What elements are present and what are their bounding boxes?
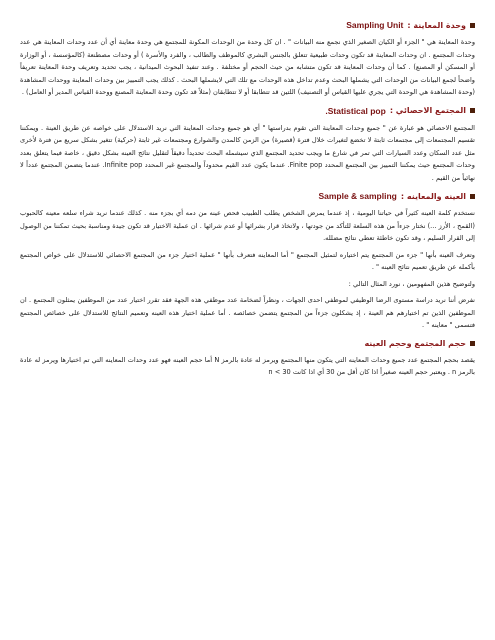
heading-english: Statistical pop. <box>325 105 386 116</box>
square-bullet-icon <box>470 23 475 28</box>
heading-english: Sample & sampling <box>318 191 397 201</box>
paragraph: وحدة المعاينة هي " الجزء أو الكيان الصغير الذي نجمع منه البيانات " . ان كل وحدة من الوحدات المكونة للمجتمع هي وحدة معاينة أي أن عدد وحدات المعاينة هي عدد وحدات المجتمع . ان وحدات المعاينة قد تكون وحدات طبيعية تتعلق بالجنس البشري كالموظف والطالب ، والفرد والأسرة ) أو وحدات مصطنعة (كالمؤسسة ، أو الوزارة أو المسكن أو المصنع) . كما أن وحدات المعاينة قد تكون متشابه من حيث الحجم أو مختلفة . وعند تنفيذ البحوث الميدانية ، يجب تحديد وتعريف وحدة المعاينة تعريفاً واضحاً لجمع البيانات من الوحدات التي يشملها البحث وعدم تداخل هذه الوحدات مع تلك التي لايشملها البحث . كذلك يجب التمييز بين وحدات المعاينة ووحدات المشاهدة (وحدة المشاهدة هي الوحدة التي يجري عليها القياس أو التصنيف) اللتين قد تتطابقا أو لا تتطابقان (مثلاً قد تكون وحدة المعاينة المصنع ووحدة القياس المدير أو العامل) . <box>20 38 475 96</box>
square-bullet-icon <box>470 194 475 199</box>
paragraph: ولتوضيح هذين المفهومين ، نورد المثال التالي : <box>348 279 475 288</box>
heading-arabic: المجتمع الاحصائي : <box>389 106 466 115</box>
paragraph: المجتمع الاحصائي هو عبارة عن " جميع وحدات المعاينة التي تقوم بدراستها " أي هو جميع وحدات المعاينة التي نريد الاستدلال على خواصه عن طريق العينة . ويمكننا تقسيم المجتمعات إلى مجتمعات ثابتة لا تخضع لتغيرات خلال فترة (قصيرة) من الزمن كالمدن والشوارع ومجتمعات غير ثابتة (حركية) تتغير بشكل سريع من فترة لأخرى مثل عدد السكان وعدد السيارات التي تمر في شارع ما ويجب تحديد المجتمع الذي سيشمله البحث تحديداً دقيقاً لتقليل نتائج العينه بشكل دقيق ، خاصة فيما يتعلق بعدد وحدات المجتمع حيث يمكننا التمييز بين المجتمع المحدد Finite pop. عندما يكون عدد القيم محدوداً والمجتمع غير المحدد Infinite pop. عندما يتضمن المجتمع عدداً لا نهائياً من القيم . <box>20 123 475 182</box>
square-bullet-icon <box>470 341 475 346</box>
paragraph: يقصد بحجم المجتمع عدد جميع وحدات المعاينه التي يتكون منها المجتمع ويرمز له عادة بالرمز N أما حجم العينه فهو عدد وحدات المعاينه التي تم اختيارها ويرمز له عادة بالرمز n . ويعتبر حجم العينه صغيراً اذا كان أقل من 30 أي اذا كانت 30 > n <box>20 355 475 376</box>
heading-english: Sampling Unit <box>346 20 404 30</box>
square-bullet-icon <box>470 108 475 113</box>
section-heading <box>20 20 475 30</box>
section-statistical-pop <box>20 106 475 185</box>
section-heading <box>20 106 475 116</box>
section-heading <box>20 339 475 348</box>
section-sample-sampling <box>20 191 475 332</box>
section-heading <box>20 191 475 201</box>
heading-arabic: وحدة المعاينة : <box>407 20 466 30</box>
section-sampling-unit <box>20 20 475 99</box>
paragraph: وتعرف العينه بأنها " جزء من المجتمع يتم اختياره لتمثيل المجتمع " أما المعاينه فتعرف بأنها " عملية اختيار جزء من المجتمع الاحصائي للاستدلال على خواص المجتمع بأكمله عن طريق تعميم نتائج العينه " . <box>20 250 475 271</box>
section-population-sample-size <box>20 339 475 379</box>
paragraph: نستخدم كلمة العينه كثيراً في حياتنا اليومية ، إذ عندما يمرض الشخص يطلب الطبيب فحص عينه من دمه أي بجزء منه . كذلك عندما نريد شراء سلعه معينه كالحبوب (القمح ، الأرز ...) نختار جزءاً من هذه السلعة للتأكد من جودتها ، ولاتخاذ قرار بشرائها أو عدم شرائها . ان عملية الاختيار قد تكون جيدة ومناسبة بحيث تمكننا من الوصول إلى القرار السليم ، وقد تكون خاطئة تعطي نتائج مضلله. <box>20 209 475 242</box>
heading-arabic: العينه والمعاينه : <box>400 191 466 201</box>
heading-arabic: حجم المجتمع وحجم العينه <box>364 338 466 348</box>
paragraph: نفرض أننا نريد دراسة مستوى الرضا الوظيفي لموظفي احدى الجهات ، ونظراً لضخامة عدد موظفي هذه الجهة فقد تقرر اختيار عدد من الموظفين يمثلون المجتمع . ان الموظفين الذين تم اختيارهم هم العينة ، إذ يشكلون جزءاً من المجتمع يتضمن خصائصه . أما عملية اختيار هذه العينه وتعميم النتائج للاستدلال على خصائص المجتمع فتسمى " معاينه " . <box>20 296 475 329</box>
